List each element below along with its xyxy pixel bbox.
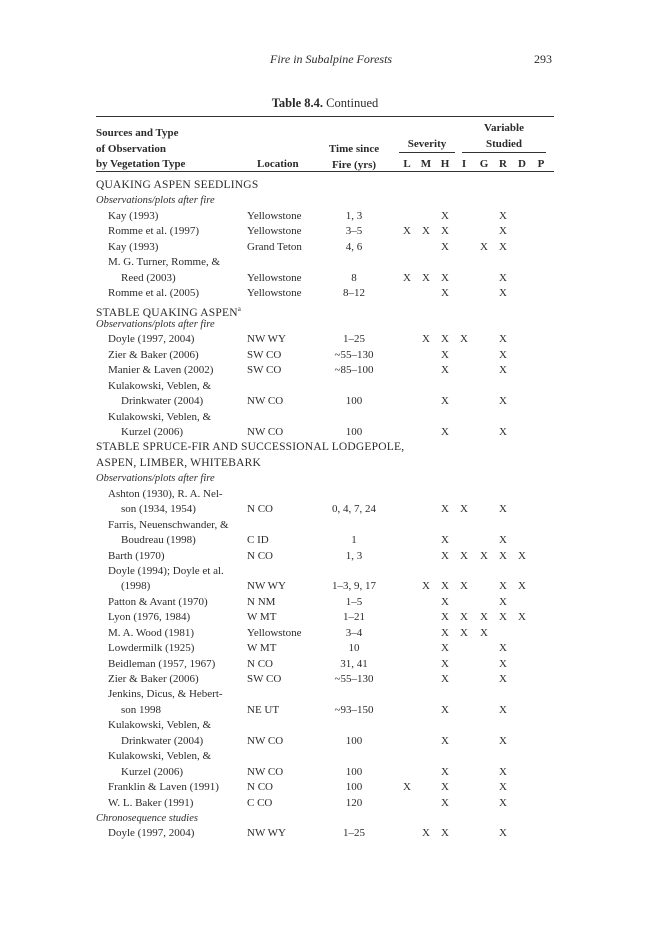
location-cell: W MT bbox=[247, 642, 277, 655]
table-row bbox=[0, 240, 650, 255]
header-sources-line: by Vegetation Type bbox=[96, 158, 186, 170]
table-row bbox=[0, 224, 650, 239]
mark-r: X bbox=[499, 796, 507, 809]
mark-g: X bbox=[480, 240, 488, 253]
col-header-d: D bbox=[518, 158, 526, 170]
time-cell: 120 bbox=[345, 796, 363, 809]
table-row bbox=[0, 332, 650, 347]
table-row bbox=[0, 348, 650, 363]
header-time bbox=[318, 142, 390, 173]
source-cell: Drinkwater (2004) bbox=[121, 734, 204, 747]
table-row bbox=[0, 780, 650, 795]
table-row bbox=[0, 718, 650, 733]
mark-r: X bbox=[499, 827, 507, 840]
mark-l: X bbox=[403, 225, 411, 238]
mark-h: X bbox=[441, 348, 449, 361]
location-cell: NW CO bbox=[247, 734, 284, 747]
row-heading-text: QUAKING ASPEN SEEDLINGS bbox=[96, 179, 259, 191]
header-variable-line: Variable bbox=[484, 122, 524, 134]
location-cell: W MT bbox=[247, 611, 277, 624]
mark-r: X bbox=[499, 225, 507, 238]
mark-h: X bbox=[441, 796, 449, 809]
time-cell: 31, 41 bbox=[340, 657, 368, 670]
source-cell: son 1998 bbox=[121, 703, 162, 716]
time-cell: 100 bbox=[345, 734, 363, 747]
mark-h: X bbox=[441, 657, 449, 670]
mark-h: X bbox=[441, 827, 449, 840]
time-cell: 4, 6 bbox=[345, 240, 363, 253]
row-heading-text: Observations/plots after fire bbox=[96, 318, 215, 330]
mark-h: X bbox=[441, 673, 449, 685]
location-cell: Yellowstone bbox=[247, 225, 302, 238]
time-cell: 100 bbox=[345, 426, 363, 438]
source-cell: Romme et al. (2005) bbox=[108, 287, 200, 300]
mark-r: X bbox=[499, 348, 507, 361]
time-cell: 100 bbox=[345, 781, 363, 794]
mark-i: X bbox=[460, 503, 468, 516]
mark-g: X bbox=[480, 626, 488, 639]
mark-m: X bbox=[422, 827, 430, 840]
mark-r: X bbox=[499, 765, 507, 778]
mark-h: X bbox=[441, 240, 449, 253]
mark-r: X bbox=[499, 673, 507, 685]
time-cell: 3–5 bbox=[345, 225, 363, 238]
mark-r: X bbox=[499, 642, 507, 655]
time-cell: 1–3, 9, 17 bbox=[332, 580, 376, 593]
table-row bbox=[0, 626, 650, 641]
time-cell: 10 bbox=[348, 642, 360, 655]
source-cell: Reed (2003) bbox=[121, 271, 176, 284]
mark-i: X bbox=[460, 549, 468, 562]
time-cell: 3–4 bbox=[345, 626, 363, 639]
table-row bbox=[0, 687, 650, 702]
mark-r: X bbox=[499, 611, 507, 624]
header-time-line: Time since bbox=[328, 143, 380, 155]
mark-m: X bbox=[422, 225, 430, 238]
mark-r: X bbox=[499, 364, 507, 377]
source-cell: Lowdermilk (1925) bbox=[108, 642, 195, 655]
time-cell: 100 bbox=[345, 765, 363, 778]
location-cell: Yellowstone bbox=[247, 271, 302, 284]
header-time-line: Fire (yrs) bbox=[331, 158, 377, 171]
subsection-heading bbox=[0, 471, 650, 486]
mark-i: X bbox=[460, 626, 468, 639]
mark-r: X bbox=[499, 426, 507, 438]
source-cell: Zier & Baker (2006) bbox=[108, 348, 199, 361]
header-sources-line: Sources and Type bbox=[96, 127, 179, 139]
mark-h: X bbox=[441, 611, 449, 624]
mark-r: X bbox=[499, 503, 507, 516]
table-row bbox=[0, 796, 650, 811]
mark-h: X bbox=[441, 271, 449, 284]
source-cell: Kulakowski, Veblen, & bbox=[108, 410, 212, 423]
mark-h: X bbox=[441, 580, 449, 593]
col-header-h: H bbox=[440, 158, 450, 170]
mark-r: X bbox=[499, 595, 507, 608]
time-cell: ~93–150 bbox=[334, 703, 374, 716]
mark-m: X bbox=[422, 271, 430, 284]
source-cell: Boudreau (1998) bbox=[121, 534, 196, 547]
mark-h: X bbox=[441, 765, 449, 778]
source-cell: Kay (1993) bbox=[108, 240, 159, 253]
source-cell: Ashton (1930), R. A. Nel- bbox=[108, 487, 223, 500]
table-row bbox=[0, 502, 650, 517]
table-row bbox=[0, 703, 650, 718]
source-cell: Manier & Laven (2002) bbox=[108, 364, 214, 377]
location-cell: Yellowstone bbox=[247, 287, 302, 300]
mark-h: X bbox=[441, 642, 449, 655]
col-header-p: P bbox=[537, 158, 545, 170]
location-cell: SW CO bbox=[247, 348, 282, 361]
mark-h: X bbox=[441, 534, 449, 547]
source-cell: Jenkins, Dicus, & Hebert- bbox=[108, 688, 223, 701]
source-cell: Kulakowski, Veblen, & bbox=[108, 750, 212, 763]
row-heading-text: ASPEN, LIMBER, WHITEBARK bbox=[96, 456, 261, 469]
header-sources-line: of Observation bbox=[96, 142, 166, 155]
table-row bbox=[0, 749, 650, 764]
source-cell: Kurzel (2006) bbox=[121, 426, 184, 438]
source-cell: Franklin & Laven (1991) bbox=[108, 781, 219, 794]
mark-h: X bbox=[441, 734, 449, 747]
location-cell: NW CO bbox=[247, 426, 284, 438]
col-header-l: L bbox=[403, 158, 411, 170]
mark-r: X bbox=[499, 734, 507, 747]
source-cell: Kulakowski, Veblen, & bbox=[108, 379, 212, 392]
source-cell: Kay (1993) bbox=[108, 209, 159, 222]
subsection-heading bbox=[0, 811, 650, 826]
mark-h: X bbox=[441, 503, 449, 516]
table-row bbox=[0, 549, 650, 564]
section-heading bbox=[0, 178, 650, 193]
source-cell: Lyon (1976, 1984) bbox=[108, 611, 191, 624]
source-cell: (1998) bbox=[121, 580, 151, 593]
col-header-m: M bbox=[420, 158, 432, 170]
table-row bbox=[0, 579, 650, 594]
source-cell: Romme et al. (1997) bbox=[108, 225, 200, 238]
section-heading bbox=[0, 456, 650, 471]
mark-d: X bbox=[518, 611, 526, 624]
location-cell: N CO bbox=[247, 549, 273, 562]
page-number: 293 bbox=[534, 52, 552, 66]
time-cell: 8–12 bbox=[343, 287, 365, 300]
mark-d: X bbox=[518, 549, 526, 562]
mark-m: X bbox=[422, 333, 430, 346]
source-cell: Zier & Baker (2006) bbox=[108, 673, 199, 685]
table-row bbox=[0, 765, 650, 780]
source-cell: Doyle (1994); Doyle et al. bbox=[108, 564, 224, 577]
time-cell: 1–5 bbox=[345, 595, 363, 608]
mark-h: X bbox=[441, 703, 449, 716]
table-row bbox=[0, 487, 650, 502]
mark-l: X bbox=[403, 781, 411, 794]
location-cell: NE UT bbox=[247, 703, 280, 716]
mark-r: X bbox=[499, 333, 507, 346]
mark-h: X bbox=[441, 595, 449, 608]
source-cell: Doyle (1997, 2004) bbox=[108, 333, 195, 346]
mark-m: X bbox=[422, 580, 430, 593]
time-cell: 1, 3 bbox=[345, 549, 363, 562]
mark-r: X bbox=[499, 271, 507, 284]
location-cell: NW CO bbox=[247, 395, 284, 408]
location-cell: SW CO bbox=[247, 673, 282, 685]
location-cell: SW CO bbox=[247, 364, 282, 377]
running-head bbox=[0, 52, 650, 68]
mark-i: X bbox=[460, 611, 468, 624]
section-heading bbox=[0, 440, 650, 455]
time-cell: 1, 3 bbox=[345, 209, 363, 222]
table-row bbox=[0, 641, 650, 656]
mark-h: X bbox=[441, 364, 449, 377]
table-row bbox=[0, 255, 650, 270]
mark-h: X bbox=[441, 426, 449, 438]
running-title: Fire in Subalpine Forests bbox=[270, 52, 393, 66]
subsection-heading bbox=[0, 193, 650, 208]
header-sources bbox=[96, 126, 185, 173]
mark-g: X bbox=[480, 549, 488, 562]
source-cell: Farris, Neuenschwander, & bbox=[108, 518, 229, 531]
time-cell: ~85–100 bbox=[334, 364, 374, 377]
row-heading-text: Chronosequence studies bbox=[96, 812, 198, 824]
section-heading bbox=[0, 302, 650, 317]
source-cell: son (1934, 1954) bbox=[121, 503, 196, 516]
mark-r: X bbox=[499, 240, 507, 253]
mark-h: X bbox=[441, 333, 449, 346]
row-heading-text: Observations/plots after fire bbox=[96, 473, 215, 485]
time-cell: 1–21 bbox=[343, 611, 365, 624]
table-body bbox=[0, 178, 650, 842]
mark-h: X bbox=[441, 287, 449, 300]
table-row bbox=[0, 734, 650, 749]
mark-h: X bbox=[441, 209, 449, 222]
table-row bbox=[0, 518, 650, 533]
table-row bbox=[0, 672, 650, 687]
variable-rule bbox=[462, 152, 546, 153]
row-heading-text: STABLE QUAKING ASPEN$^a$ bbox=[96, 304, 242, 319]
header-variable-line: Studied bbox=[485, 137, 523, 150]
table-top-rule bbox=[96, 116, 554, 117]
location-cell: N NM bbox=[247, 595, 276, 608]
table-label: Table 8.4. bbox=[271, 96, 324, 110]
source-cell: W. L. Baker (1991) bbox=[108, 796, 194, 809]
mark-h: X bbox=[441, 626, 449, 639]
mark-r: X bbox=[499, 657, 507, 670]
severity-rule bbox=[399, 152, 455, 153]
time-cell: 100 bbox=[345, 395, 363, 408]
table-row bbox=[0, 379, 650, 394]
source-cell: Doyle (1997, 2004) bbox=[108, 827, 195, 840]
table-caption bbox=[0, 96, 650, 111]
table-row bbox=[0, 610, 650, 625]
row-heading-text: Observations/plots after fire bbox=[96, 195, 215, 207]
table-row bbox=[0, 286, 650, 301]
mark-i: X bbox=[460, 580, 468, 593]
location-cell: N CO bbox=[247, 781, 273, 794]
mark-h: X bbox=[441, 225, 449, 238]
time-cell: 1 bbox=[351, 534, 357, 547]
table-row bbox=[0, 826, 650, 841]
table-row bbox=[0, 564, 650, 579]
col-header-r: R bbox=[499, 158, 507, 170]
mark-h: X bbox=[441, 395, 449, 408]
table-caption-text: Continued bbox=[323, 96, 379, 110]
table-row bbox=[0, 271, 650, 286]
source-cell: M. G. Turner, Romme, & bbox=[108, 256, 221, 269]
time-cell: 0, 4, 7, 24 bbox=[332, 503, 376, 516]
mark-h: X bbox=[441, 781, 449, 794]
table-row bbox=[0, 595, 650, 610]
table-row bbox=[0, 363, 650, 378]
table-row bbox=[0, 533, 650, 548]
location-cell: Grand Teton bbox=[247, 240, 302, 253]
footnote-marker: a bbox=[237, 304, 242, 313]
table-row bbox=[0, 209, 650, 224]
source-cell: Kulakowski, Veblen, & bbox=[108, 719, 212, 732]
header-variable-studied bbox=[462, 121, 546, 152]
source-cell: Barth (1970) bbox=[108, 549, 165, 562]
source-cell: M. A. Wood (1981) bbox=[108, 626, 194, 639]
location-cell: NW WY bbox=[247, 580, 287, 593]
source-cell: Beidleman (1957, 1967) bbox=[108, 657, 216, 670]
col-header-i: I bbox=[461, 158, 467, 170]
mark-r: X bbox=[499, 209, 507, 222]
header-location: Location bbox=[257, 158, 299, 170]
location-cell: C CO bbox=[247, 796, 273, 809]
col-header-g: G bbox=[479, 158, 489, 170]
location-cell: C ID bbox=[247, 534, 269, 547]
header-bottom-rule bbox=[96, 171, 554, 172]
mark-d: X bbox=[518, 580, 526, 593]
mark-r: X bbox=[499, 287, 507, 300]
source-cell: Patton & Avant (1970) bbox=[108, 595, 208, 608]
mark-i: X bbox=[460, 333, 468, 346]
location-cell: Yellowstone bbox=[247, 209, 302, 222]
location-cell: Yellowstone bbox=[247, 626, 302, 639]
time-cell: ~55–130 bbox=[334, 348, 374, 361]
table-row bbox=[0, 410, 650, 425]
table-row bbox=[0, 657, 650, 672]
location-cell: NW WY bbox=[247, 333, 287, 346]
location-cell: N CO bbox=[247, 657, 273, 670]
mark-l: X bbox=[403, 271, 411, 284]
location-cell: NW CO bbox=[247, 765, 284, 778]
time-cell: 1–25 bbox=[343, 333, 365, 346]
mark-r: X bbox=[499, 580, 507, 593]
table-row bbox=[0, 394, 650, 409]
mark-g: X bbox=[480, 611, 488, 624]
mark-r: X bbox=[499, 703, 507, 716]
location-cell: NW WY bbox=[247, 827, 287, 840]
mark-h: X bbox=[441, 549, 449, 562]
time-cell: ~55–130 bbox=[334, 673, 374, 685]
mark-r: X bbox=[499, 781, 507, 794]
row-heading-text: STABLE SPRUCE-FIR AND SUCCESSIONAL LODGEPOLE, bbox=[96, 441, 405, 454]
source-cell: Drinkwater (2004) bbox=[121, 395, 204, 408]
source-cell: Kurzel (2006) bbox=[121, 765, 184, 778]
mark-r: X bbox=[499, 549, 507, 562]
header-severity: Severity bbox=[407, 138, 447, 150]
time-cell: 1–25 bbox=[343, 827, 365, 840]
mark-r: X bbox=[499, 534, 507, 547]
location-cell: N CO bbox=[247, 503, 273, 516]
time-cell: 8 bbox=[351, 271, 357, 284]
table-row bbox=[0, 425, 650, 440]
subsection-heading bbox=[0, 317, 650, 332]
mark-r: X bbox=[499, 395, 507, 408]
